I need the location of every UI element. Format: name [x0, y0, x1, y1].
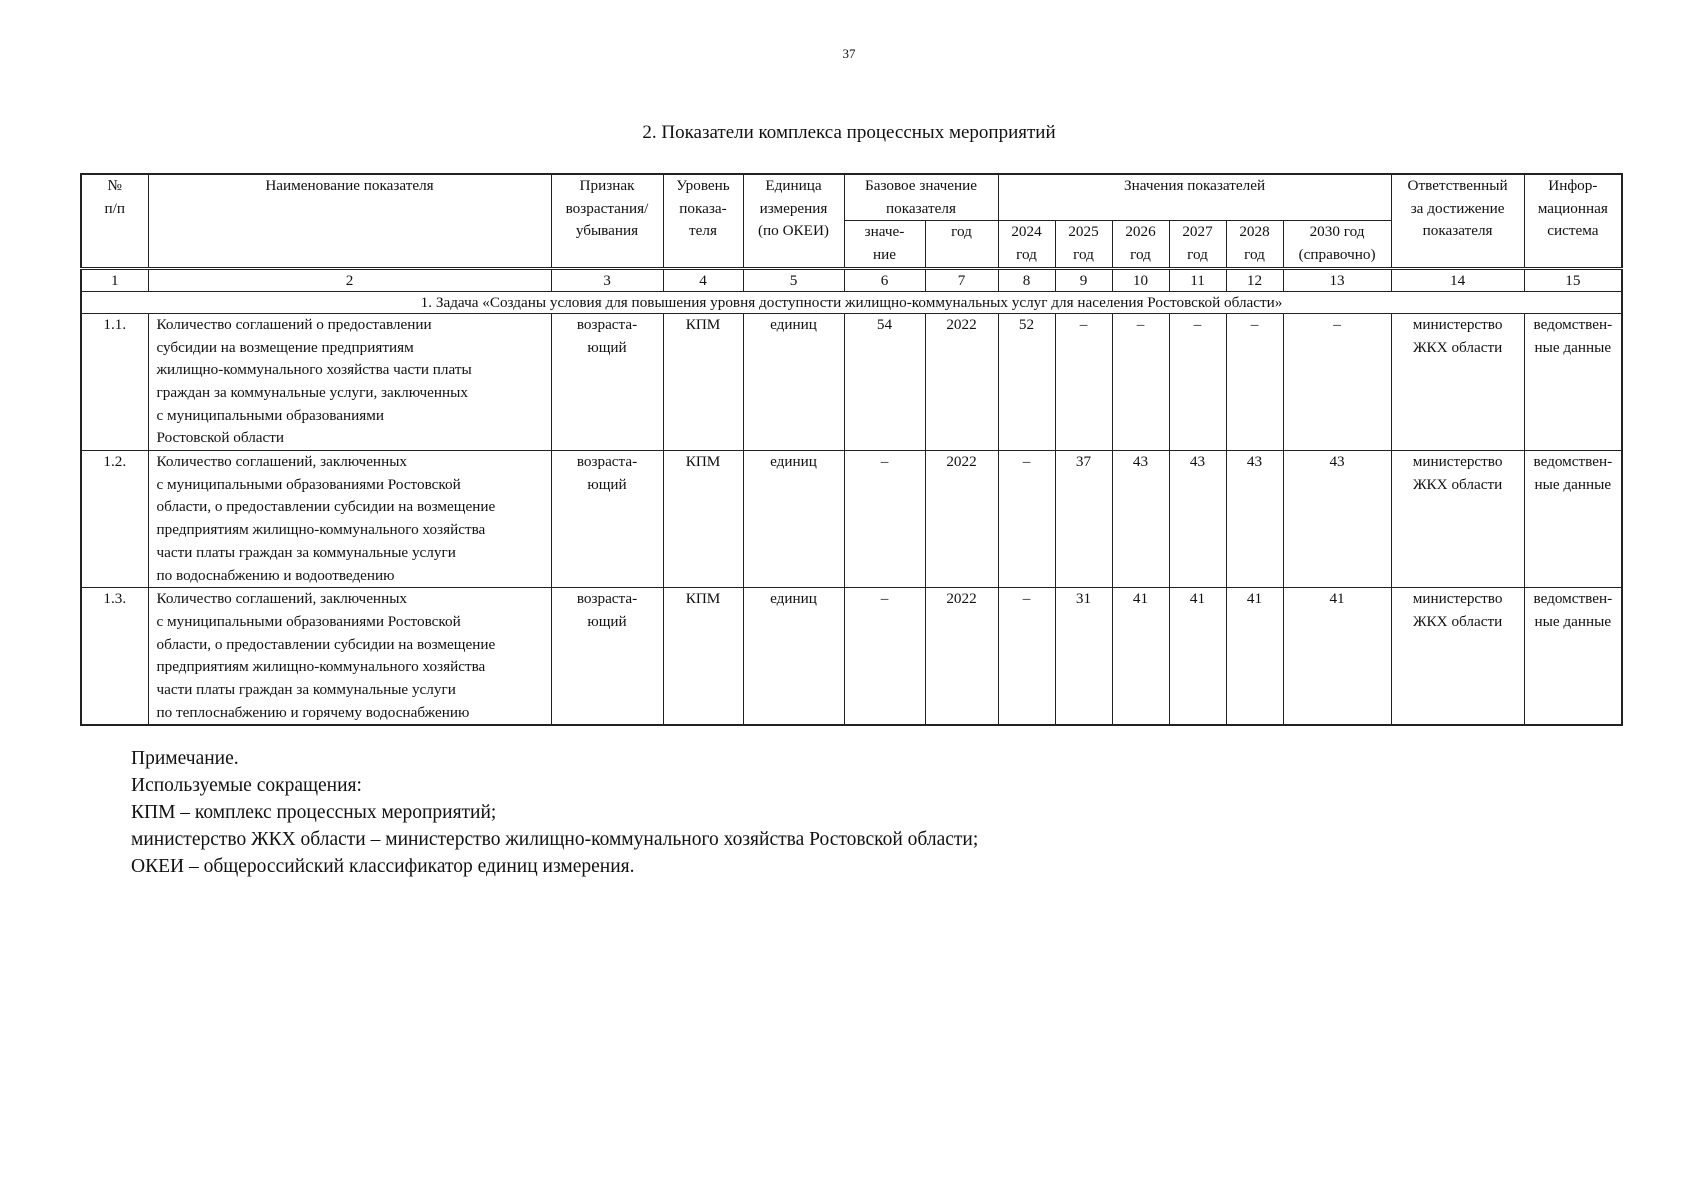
base-year-cell: 2022 — [925, 313, 998, 450]
indicator-name: Количество соглашений, заключенных с муниципальными образованиями Ростовской области, о предоставлении субсидии на возмещение предприятиям жилищно-коммунального хозяйства части платы граждан за коммунальные услуги по теплоснабжению и горячему водоснабжению — [148, 588, 551, 726]
note-line: Используемые сокращения: — [131, 775, 362, 796]
row-num: 1.2. — [81, 451, 148, 588]
column-number: 7 — [925, 268, 998, 291]
value-cell: 31 — [1055, 588, 1112, 726]
trend-cell: возраста- ющий — [551, 451, 663, 588]
value-cell: 43 — [1226, 451, 1283, 588]
indicators-table — [80, 173, 1623, 726]
header-year: 2026 год — [1112, 221, 1169, 268]
header-base: Базовое значение показателя — [844, 174, 998, 221]
trend-cell: возраста- ющий — [551, 313, 663, 450]
column-number: 8 — [998, 268, 1055, 291]
unit-cell: единиц — [743, 588, 844, 726]
responsible-cell: министерство ЖКХ области — [1391, 588, 1524, 726]
value-cell: 43 — [1169, 451, 1226, 588]
base-value-cell: 54 — [844, 313, 925, 450]
unit-cell: единиц — [743, 451, 844, 588]
value-cell: – — [998, 451, 1055, 588]
level-cell: КПМ — [663, 588, 743, 726]
column-number: 4 — [663, 268, 743, 291]
header-values: Значения показателей — [998, 174, 1391, 221]
task-row — [81, 291, 1622, 313]
base-year-cell: 2022 — [925, 588, 998, 726]
value-cell: – — [998, 588, 1055, 726]
system-cell: ведомствен- ные данные — [1524, 451, 1622, 588]
note-line: Примечание. — [131, 748, 239, 769]
table-row — [81, 588, 1622, 726]
header-base-year: год — [925, 221, 998, 268]
note-line: ОКЕИ – общероссийский классификатор единиц измерения. — [131, 856, 635, 877]
note-line: министерство ЖКХ области – министерство жилищно-коммунального хозяйства Ростовской области; — [131, 829, 979, 850]
column-number: 2 — [148, 268, 551, 291]
level-cell: КПМ — [663, 313, 743, 450]
column-number: 15 — [1524, 268, 1622, 291]
row-num: 1.3. — [81, 588, 148, 726]
value-cell: – — [1055, 313, 1112, 450]
column-number: 10 — [1112, 268, 1169, 291]
column-number: 14 — [1391, 268, 1524, 291]
header-year: 2025 год — [1055, 221, 1112, 268]
column-number: 11 — [1169, 268, 1226, 291]
column-number: 5 — [743, 268, 844, 291]
header-unit: Единица измерения (по ОКЕИ) — [743, 174, 844, 268]
row-num: 1.1. — [81, 313, 148, 450]
value-cell: 41 — [1112, 588, 1169, 726]
value-cell: 43 — [1283, 451, 1391, 588]
column-number: 6 — [844, 268, 925, 291]
header-system: Инфор- мационная система — [1524, 174, 1622, 268]
notes — [131, 745, 978, 880]
note-line: КПМ – комплекс процессных мероприятий; — [131, 802, 497, 823]
base-value-cell: – — [844, 588, 925, 726]
value-cell: 43 — [1112, 451, 1169, 588]
value-cell: – — [1283, 313, 1391, 450]
unit-cell: единиц — [743, 313, 844, 450]
system-cell: ведомствен- ные данные — [1524, 313, 1622, 450]
value-cell: 52 — [998, 313, 1055, 450]
column-number: 13 — [1283, 268, 1391, 291]
header-level: Уровень показа- теля — [663, 174, 743, 268]
column-number: 3 — [551, 268, 663, 291]
level-cell: КПМ — [663, 451, 743, 588]
column-numbers-row — [81, 268, 1622, 291]
header-base-value: значе- ние — [844, 221, 925, 268]
value-cell: 41 — [1226, 588, 1283, 726]
section-title: 2. Показатели комплекса процессных мероприятий — [642, 122, 1056, 143]
value-cell: – — [1226, 313, 1283, 450]
value-cell: 37 — [1055, 451, 1112, 588]
header-responsible: Ответственный за достижение показателя — [1391, 174, 1524, 268]
header-year: 2028 год — [1226, 221, 1283, 268]
table-row — [81, 451, 1622, 588]
header-year: 2027 год — [1169, 221, 1226, 268]
trend-cell: возраста- ющий — [551, 588, 663, 726]
page-number: 37 — [842, 46, 856, 61]
indicator-name: Количество соглашений, заключенных с муниципальными образованиями Ростовской области, о предоставлении субсидии на возмещение предприятиям жилищно-коммунального хозяйства части платы граждан за коммунальные услуги по водоснабжению и водоотведению — [148, 451, 551, 588]
header-year: 2030 год (справочно) — [1283, 221, 1391, 268]
responsible-cell: министерство ЖКХ области — [1391, 451, 1524, 588]
column-number: 1 — [81, 268, 148, 291]
value-cell: 41 — [1169, 588, 1226, 726]
value-cell: 41 — [1283, 588, 1391, 726]
header-name: Наименование показателя — [148, 174, 551, 268]
base-year-cell: 2022 — [925, 451, 998, 588]
header-num: № п/п — [81, 174, 148, 268]
base-value-cell: – — [844, 451, 925, 588]
header-trend: Признак возрастания/ убывания — [551, 174, 663, 268]
column-number: 9 — [1055, 268, 1112, 291]
table-header — [81, 174, 1622, 268]
value-cell: – — [1112, 313, 1169, 450]
indicator-name: Количество соглашений о предоставлении субсидии на возмещение предприятиям жилищно-коммунального хозяйства части платы граждан за коммунальные услуги, заключенных с муниципальными образованиями Ростовской области — [148, 313, 551, 450]
responsible-cell: министерство ЖКХ области — [1391, 313, 1524, 450]
value-cell: – — [1169, 313, 1226, 450]
task-title: 1. Задача «Созданы условия для повышения уровня доступности жилищно-коммунальных услуг для населения Ростовской области» — [81, 291, 1622, 313]
column-number: 12 — [1226, 268, 1283, 291]
table-row — [81, 313, 1622, 450]
header-year: 2024 год — [998, 221, 1055, 268]
system-cell: ведомствен- ные данные — [1524, 588, 1622, 726]
